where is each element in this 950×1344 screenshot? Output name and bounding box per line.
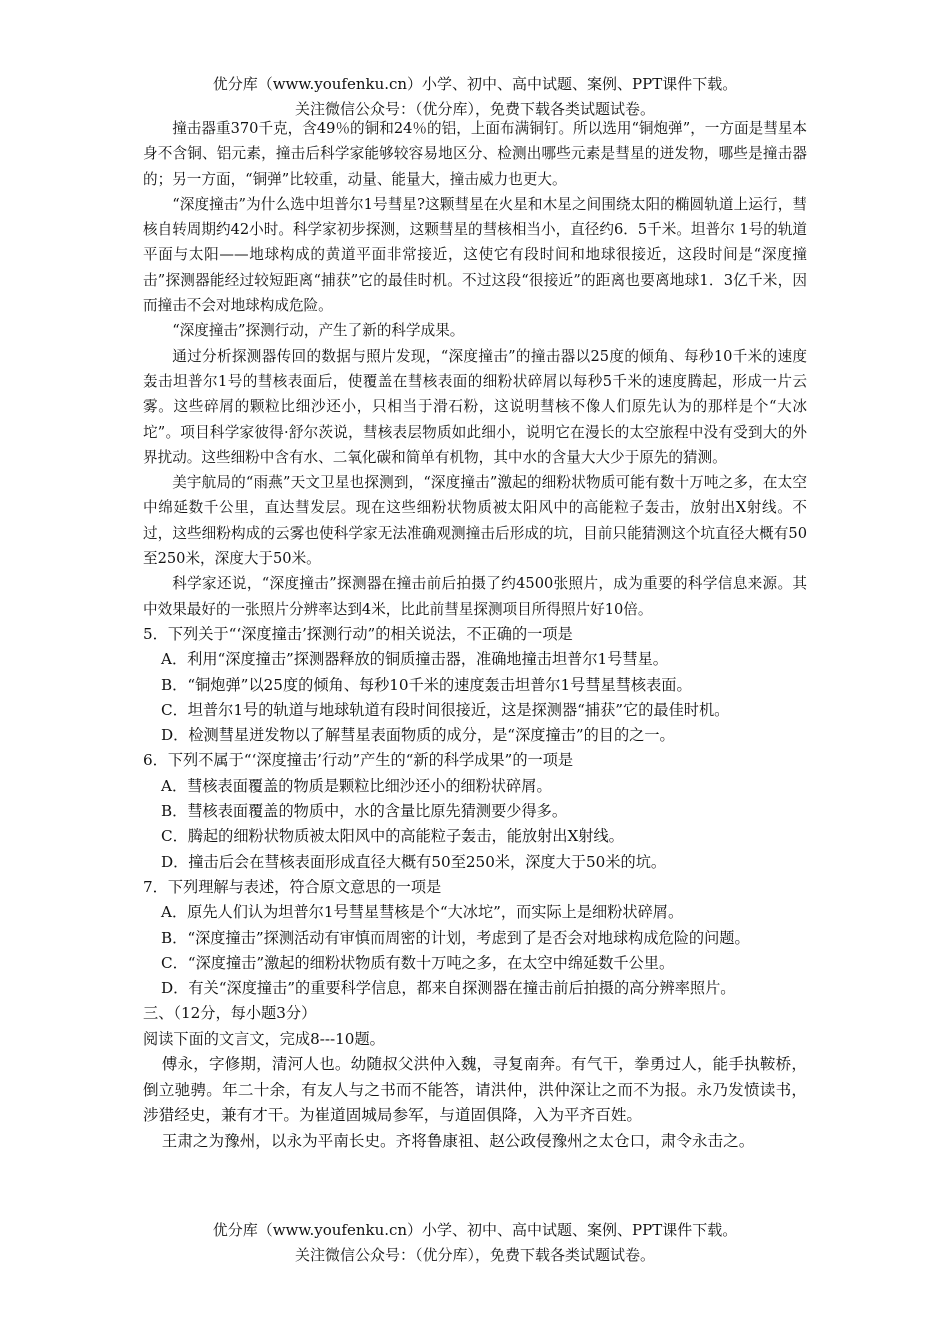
question-7-option-d: D．有关“深度撞击”的重要科学信息，都来自探测器在撞击前后拍摄的高分辨率照片。 xyxy=(161,979,736,998)
classical-paragraph-2: 王肃之为豫州，以永为平南长史。齐将鲁康祖、赵公政侵豫州之太仓口，肃令永击之。 xyxy=(161,1131,755,1150)
passage-paragraph-6: 科学家还说，“深度撞击”探测器在撞击前后拍摄了约4500张照片，成为重要的科学信息来源。其中效果最好的一张照片分辨率达到4米，比此前彗星探测项目所得照片好10倍。 xyxy=(143,575,807,618)
passage-paragraph-3: “深度撞击”探测行动，产生了新的科学成果。 xyxy=(172,322,465,340)
header-line-1: 优分库（www.youfenku.cn）小学、初中、高中试题、案例、PPT课件下载。 xyxy=(212,75,738,93)
section-instruction: 阅读下面的文言文，完成8---10题。 xyxy=(143,1029,385,1048)
header-line-2: 关注微信公众号：（优分库），免费下载各类试题试卷。 xyxy=(294,100,655,118)
question-7-option-c: C．“深度撞击”激起的细粉状物质有数十万吨之多，在太空中绵延数千公里。 xyxy=(161,953,675,972)
question-5-option-c: C．坦普尔1号的轨道与地球轨道有段时间很接近，这是探测器“捕获”它的最佳时机。 xyxy=(161,700,730,719)
question-7-stem: 7．下列理解与表述，符合原文意思的一项是 xyxy=(143,877,442,896)
question-6-stem: 6．下列不属于“‘深度撞击’行动”产生的“新的科学成果”的一项是 xyxy=(143,751,574,770)
footer-line-2: 关注微信公众号：（优分库），免费下载各类试题试卷。 xyxy=(294,1246,655,1264)
section-heading: 三、（12分，每小题3分） xyxy=(143,1004,317,1023)
question-5-option-a: A．利用“深度撞击”探测器释放的铜质撞击器，准确地撞击坦普尔1号彗星。 xyxy=(161,650,668,669)
main-content xyxy=(143,116,807,1154)
question-5-option-b: B．“铜炮弹”以25度的倾角、每秒10千米的速度轰击坦普尔1号彗星彗核表面。 xyxy=(161,675,692,694)
question-6-option-b: B．彗核表面覆盖的物质中，水的含量比原先猜测要少得多。 xyxy=(161,802,568,821)
passage-paragraph-5: 美宇航局的“雨燕”天文卫星也探测到，“深度撞击”激起的细粉状物质可能有数十万吨之多，在太空中绵延数千公里，直达彗发层。现在这些细粉状物质被太阳风中的高能粒子轰击，放射出X射线。不过，这些细粉构成的云雾也使科学家无法准确观测撞击后形成的坑，目前只能猜测这个坑直径大概有50至250米，深度大于50米。 xyxy=(143,474,807,568)
passage-paragraph-2: “深度撞击”为什么选中坦普尔1号彗星?这颗彗星在火星和木星之间围绕太阳的椭圆轨道上运行，彗核自转周期约42小时。科学家初步探测，这颗彗星的彗核相当小，直径约6．5千米。坦普尔 1号的轨道平面与太阳——地球构成的黄道平面非常接近，这使它有段时间和地球很接近，这段时间是“深度撞击”探测器能经过较短距离“捕获”它的最佳时机。不过这段“很接近”的距离也要离地球1．3亿千米，因而撞击不会对地球构成危险。 xyxy=(143,195,808,315)
question-6-option-c: C．腾起的细粉状物质被太阳风中的高能粒子轰击，能放射出X射线。 xyxy=(161,827,624,846)
passage-paragraph-1: 撞击器重370千克，含49％的铜和24％的铝，上面布满铜钉。所以选用“铜炮弹”，一方面是彗星本身不含铜、铝元素，撞击后科学家能够较容易地区分、检测出哪些元素是彗星的迸发物，哪些是撞击器的；另一方面，“铜弹”比较重，动量、能量大，撞击威力也更大。 xyxy=(143,120,807,188)
passage-paragraph-4: 通过分析探测器传回的数据与照片发现，“深度撞击”的撞击器以25度的倾角、每秒10千米的速度轰击坦普尔1号的彗核表面后，使覆盖在彗核表面的细粉状碎屑以每秒5千米的速度腾起，形成一片云雾。这些碎屑的颗粒比细沙还小，只相当于滑石粉，这说明彗核不像人们原先认为的那样是个“大冰坨”。项目科学家彼得·舒尔茨说，彗核表层物质如此细小，说明它在漫长的太空旅程中没有受到大的外界扰动。这些细粉中含有水、二氧化碳和简单有机物，其中水的含量大大少于原先的猜测。 xyxy=(143,347,807,466)
classical-paragraph-1: 傅永，字修期，清河人也。幼随叔父洪仲入魏，寻复南奔。有气干，拳勇过人，能手执鞍桥，倒立驰骋。年二十余，有友人与之书而不能答，请洪仲，洪仲深让之而不为报。永乃发愤读书，涉猎经史，兼有才干。为崔道固城局参军，与道固俱降，入为平齐百姓。 xyxy=(143,1054,807,1125)
question-7-option-a: A．原先人们认为坦普尔1号彗星彗核是个“大冰坨”，而实际上是细粉状碎屑。 xyxy=(161,903,684,922)
question-6-option-d: D．撞击后会在彗核表面形成直径大概有50至250米，深度大于50米的坑。 xyxy=(161,852,667,871)
question-5-option-d: D．检测彗星迸发物以了解彗星表面物质的成分，是“深度撞击”的目的之一。 xyxy=(161,726,675,745)
question-6-option-a: A．彗核表面覆盖的物质是颗粒比细沙还小的细粉状碎屑。 xyxy=(161,776,552,795)
question-7-option-b: B．“深度撞击”探测活动有审慎而周密的计划，考虑到了是否会对地球构成危险的问题。 xyxy=(161,928,750,947)
question-5-stem: 5．下列关于“‘深度撞击’探测行动”的相关说法，不正确的一项是 xyxy=(143,624,573,643)
footer-line-1: 优分库（www.youfenku.cn）小学、初中、高中试题、案例、PPT课件下载。 xyxy=(212,1221,738,1239)
